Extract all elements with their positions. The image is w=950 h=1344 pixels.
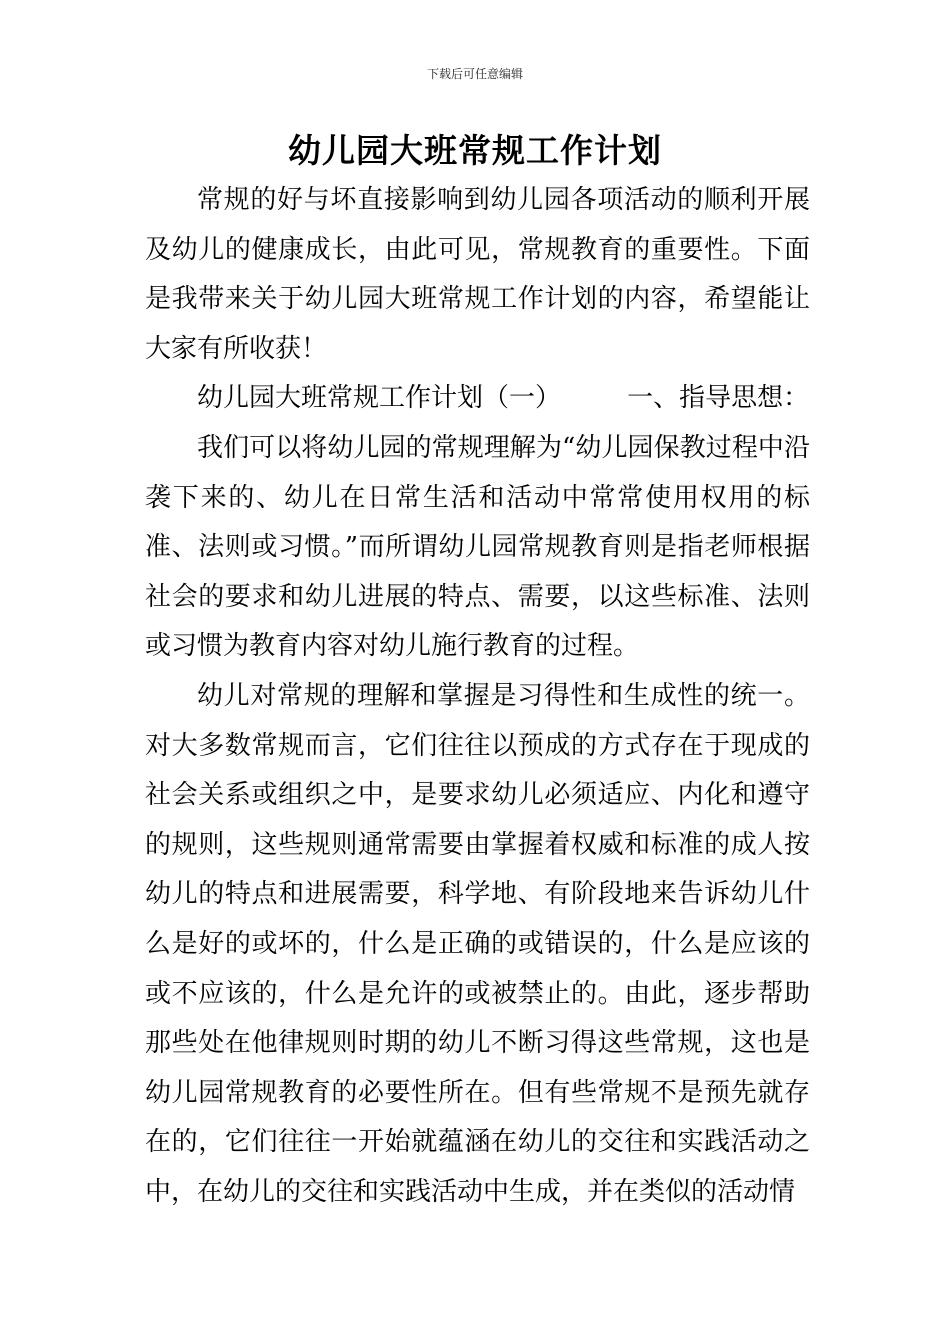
document-title: 幼儿园大班常规工作计划 — [288, 131, 662, 170]
intro-paragraph: 常规的好与坏直接影响到幼儿园各项活动的顺利开展及幼儿的健康成长，由此可见，常规教育的重要性。下面是我带来关于幼儿园大班常规工作计划的内容，希望能让大家有所收获！ — [145, 185, 810, 364]
body-paragraph: 我们可以将幼儿园的常规理解为“幼儿园保教过程中沿袭下来的、幼儿在日常生活和活动中常常使用权用的标准、法则或习惯。”而所谓幼儿园常规教育则是指老师根据社会的要求和幼儿进展的特点、需要，以这些标准、法则或习惯为教育内容对幼儿施行教育的过程。 — [145, 432, 810, 662]
body-paragraph: 幼儿对常规的理解和掌握是习得性和生成性的统一。对大多数常规而言，它们往往以预成的方式存在于现成的社会关系或组织之中，是要求幼儿必须适应、内化和遵守的规则，这些规则通常需要由掌握着权威和标准的成人按幼儿的特点和进展需要，科学地、有阶段地来告诉幼儿什么是好的或坏的，什么是正确的或错误的，什么是应该的或不应该的，什么是允许的或被禁止的。由此，逐步帮助那些处在他律规则时期的幼儿不断习得这些常规，这也是幼儿园常规教育的必要性所在。但有些常规不是预先就存在的，它们往往一开始就蕴涵在幼儿的交往和实践活动之中，在幼儿的交往和实践活动中生成，并在类似的活动情 — [145, 680, 810, 1207]
document-body — [145, 176, 810, 1217]
section-heading: 幼儿园大班常规工作计划（一） — [197, 383, 562, 414]
header-note: 下载后可任意编辑 — [426, 67, 523, 81]
section-heading-line — [145, 374, 810, 424]
guiding-thought-heading: 一、指导思想： — [627, 383, 810, 414]
